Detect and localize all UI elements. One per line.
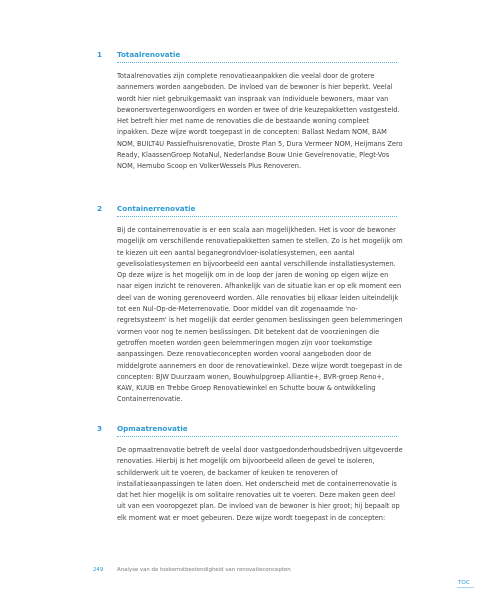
toc-link[interactable]: TOC (458, 580, 470, 586)
section-number: 1 (97, 50, 103, 59)
heading-divider (117, 62, 397, 63)
footer-title: Analyse van de toekomstbestendigheid van renovatieconcepten (117, 567, 291, 573)
toc-underline (457, 587, 474, 588)
section-heading: Totaalrenovatie (117, 50, 181, 59)
section-paragraph: Bij de containerrenovatie is er een scala aan mogelijkheden. Het is voor de bewoner mogelijk om verschillende renovatiepakketten samen te stellen. Zo is het mogelijk om te kiezen uit een aantal beganegrondvloer-isolatiesystemen, een aantal gevelisolatiesystemen en bijvoorbeeld een aantal verschillende installatiesystemen. Op deze wijze is het mogelijk om in de loop der jaren de woning op eigen wijze en naar eigen inzicht te renoveren. Afhankelijk van de situatie kan er op elk moment een deel van de woning gerenoveerd worden. Alle renovaties bij elkaar leiden uiteindelijk tot een Nul-Op-de-Meterrenovatie. Door middel van dit zogenaamde 'no-regretsysteem' is het mogelijk dat eerder genomen beslissingen geen belemmeringen vormen voor nog te nemen beslissingen. Dit betekent dat de voorzieningen die getroffen moeten worden geen belemmeringen mogen zijn voor toekomstige aanpassingen. Deze renovatieconcepten worden vooral aangeboden door de middelgrote aannemers en door de renovatiewinkel. Deze wijze wordt toegepast in de concepten: BJW Duurzaam wonen, Bouwhulpgroep Alliantie+, BVR-groep Reno+, KAW, KUUB en Trebbe Groep Renovatiewinkel en Schutte bouw & ontwikkeling Containerrenovatie. (117, 226, 403, 404)
section-number: 3 (97, 424, 103, 433)
section-heading: Opmaatrenovatie (117, 424, 188, 433)
section-paragraph: Totaalrenovaties zijn complete renovatieaanpakken die veelal door de grotere aannemers worden aangeboden. De invloed van de bewoner is hier beperkt. Veelal wordt hier niet gebruikgemaakt van inspraak van individuele bewoners, maar van bewonersvertegenwoordigers en worden er twee of drie keuzepakketten vastgesteld. Het betreft hier met name de renovaties die de bestaande woning compleet inpakken. Deze wijze wordt toegepast in de concepten: Ballast Nedam NOM, BAM NOM, BUILT4U Passiefhuisrenovatie, Droste Plan 5, Dura Vermeer NOM, Heijmans Zero Ready, KlaassenGroep NotaNul, Nederlandse Bouw Unie Gevelrenovatie, Plegt-Vos NOM, Hemubo Scoop en VolkerWessels Plus Renoveren. (117, 72, 403, 171)
heading-divider (117, 436, 397, 437)
heading-divider (117, 216, 397, 217)
section-paragraph: De opmaatrenovatie betreft de veelal door vastgoedonderhoudsbedrijven uitgevoerde renovaties. Hierbij is het mogelijk om bijvoorbeeld alleen de gevel te isoleren, schilderwerk uit te voeren, de backamer of keuken te renoveren of installatieaanpassingen te laten doen. Het onderscheid met de containerrenovatie is dat het hier mogelijk is om solitaire renovaties uit te voeren. Deze maken geen deel uit van een vooropgezet plan. De invloed van de bewoner is hier groot; hij bepaalt op elk moment wat er moet gebeuren. Deze wijze wordt toegepast in de concepten: (117, 446, 403, 522)
section-heading: Containerrenovatie (117, 204, 196, 213)
section-number: 2 (97, 204, 103, 213)
page-number: 249 (93, 567, 104, 573)
